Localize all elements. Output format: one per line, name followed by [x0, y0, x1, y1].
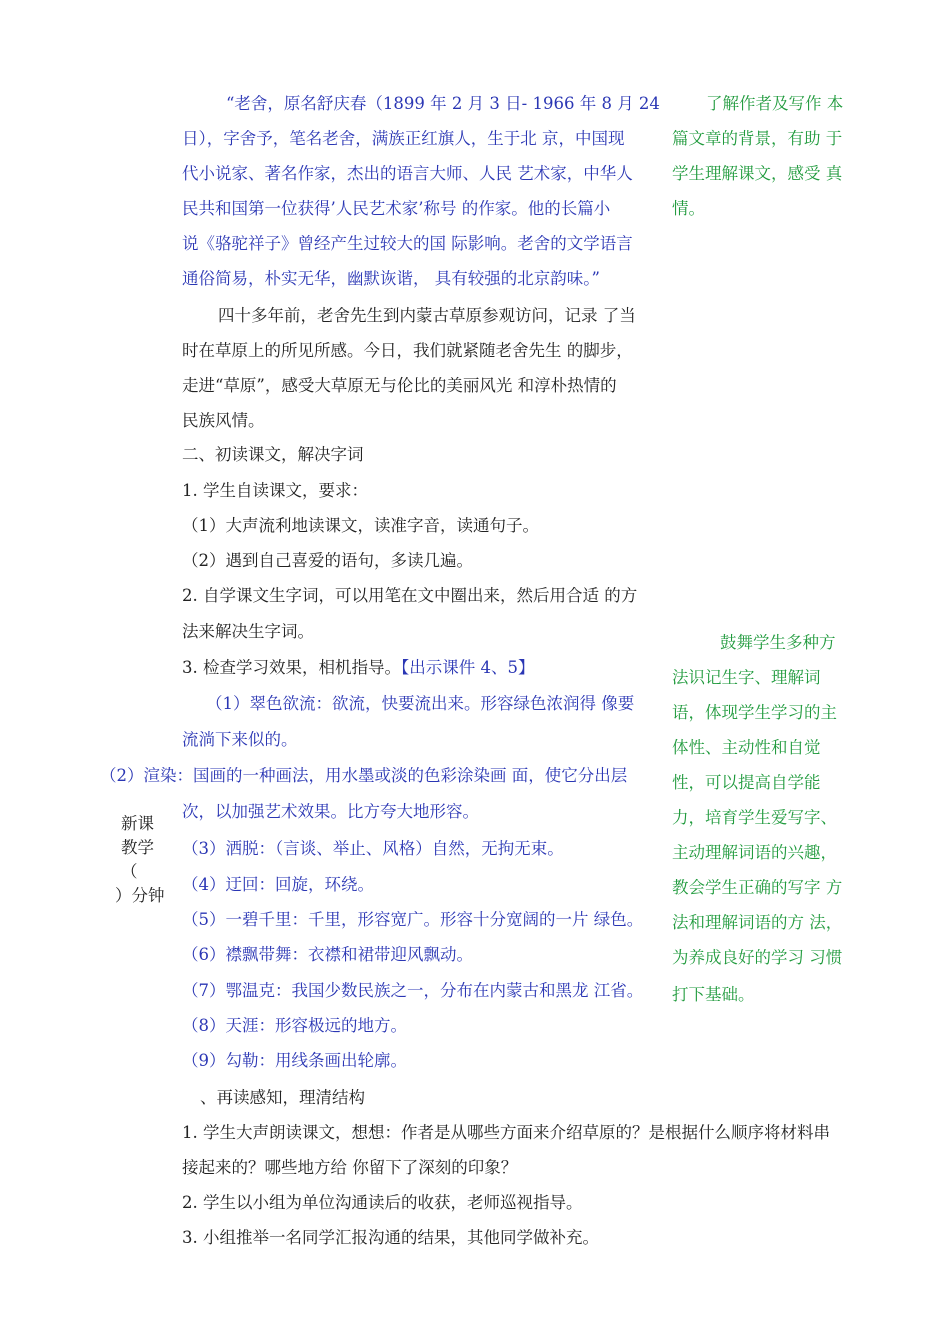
- design-note-line: 鼓舞学生多种方: [720, 633, 836, 652]
- design-note-line: 教会学生正确的写字 方: [672, 878, 843, 897]
- design-note-line: 法和理解词语的方 法，: [672, 913, 843, 932]
- vocab-item: （5）一碧千里：千里，形容宽广。形容十分宽阔的一片 绿色。: [182, 910, 644, 929]
- step-item: 法来解决生字词。: [182, 622, 314, 641]
- section-label-line: 新课: [121, 814, 154, 833]
- vocab-item: （1）翠色欲流：欲流，快要流出来。形容绿色浓润得 像要: [206, 694, 635, 713]
- section-label-line: 教学: [121, 838, 154, 857]
- design-note-line: 语，体现学生学习的主: [672, 703, 837, 722]
- step-subitem: （2）遇到自己喜爱的语句，多读几遍。: [182, 551, 473, 570]
- design-note-line: 情。: [672, 199, 705, 218]
- intro-paragraph-line: 时在草原上的所见所感。今日，我们就紧随老舍先生 的脚步，: [182, 341, 633, 360]
- intro-quote-line: 代小说家、著名作家，杰出的语言大师、人民 艺术家，中华人: [182, 164, 633, 183]
- design-note-line: 篇文章的背景，有助 于: [672, 129, 843, 148]
- step-item: 3. 小组推举一名同学汇报沟通的结果，其他同学做补充。: [182, 1228, 599, 1247]
- design-note-line: 打下基础。: [672, 985, 755, 1004]
- section-heading: 、再读感知，理清结构: [200, 1088, 365, 1107]
- step-item: [182, 656, 535, 680]
- vocab-item: （7）鄂温克：我国少数民族之一，分布在内蒙古和黑龙 江省。: [182, 981, 644, 1000]
- vocab-item: （8）天涯：形容极远的地方。: [182, 1016, 407, 1035]
- vocab-item: （3）洒脱：（言谈、举止、风格）自然，无拘无束。: [182, 839, 564, 858]
- section-heading: 二、初读课文，解决字词: [182, 445, 364, 464]
- intro-quote-line: 民共和国第一位获得’人民艺术家’称号 的作家。他的长篇小: [182, 199, 611, 218]
- design-note-line: 了解作者及写作 本: [706, 94, 844, 113]
- step-item: 1. 学生自读课文，要求：: [182, 481, 368, 500]
- intro-quote-line: 说《骆驼祥子》曾经产生过较大的国 际影响。老舍的文学语言: [182, 234, 633, 253]
- step-item: 1. 学生大声朗读课文，想想：作者是从哪些方面来介绍草原的？是根据什么顺序将材料串: [182, 1123, 830, 1142]
- courseware-reference: 【出示课件 4、5】: [401, 658, 535, 677]
- intro-quote-line: “老舍，原名舒庆春（1899 年 2 月 3 日- 1966 年 8 月 24: [226, 94, 660, 113]
- vocab-item: （9）勾勒：用线条画出轮廓。: [182, 1051, 407, 1070]
- design-note-line: 体性、主动性和自觉: [672, 738, 821, 757]
- design-note-line: 性，可以提高自学能: [672, 773, 821, 792]
- intro-quote-line: 通俗简易，朴实无华，幽默诙谐， 具有较强的北京韵味。”: [182, 269, 600, 288]
- vocab-item: （2）渲染：国画的一种画法，用水墨或淡的色彩涂染画 面，使它分出层: [100, 766, 628, 785]
- vocab-item: （4）迂回：回旋，环绕。: [182, 875, 374, 894]
- step-item: 接起来的？哪些地方给 你留下了深刻的印象？: [182, 1158, 518, 1177]
- step-text: 3. 检查学习效果，相机指导。: [182, 658, 401, 677]
- section-label-line: ）分钟: [115, 886, 165, 905]
- step-item: 2. 学生以小组为单位沟通读后的收获，老师巡视指导。: [182, 1193, 583, 1212]
- design-note-line: 学生理解课文，感受 真: [672, 164, 843, 183]
- design-note-line: 主动理解词语的兴趣，: [672, 843, 837, 862]
- intro-paragraph-line: 四十多年前，老舍先生到内蒙古草原参观访问，记录 了当: [218, 306, 636, 325]
- design-note-line: 力，培育学生爱写字、: [672, 808, 837, 827]
- vocab-item: 次，以加强艺术效果。比方夸大地形容。: [182, 802, 479, 821]
- design-note-line: 法识记生字、理解词: [672, 668, 821, 687]
- intro-paragraph-line: 民族风情。: [182, 411, 265, 430]
- section-label-line: （: [121, 862, 138, 881]
- step-item: 2. 自学课文生字词，可以用笔在文中圈出来，然后用合适 的方: [182, 586, 638, 605]
- vocab-item: （6）襟飘带舞：衣襟和裙带迎风飘动。: [182, 945, 473, 964]
- intro-paragraph-line: 走进“草原”，感受大草原无与伦比的美丽风光 和淳朴热情的: [182, 376, 617, 395]
- intro-quote-line: 日），字舍予，笔名老舍，满族正红旗人，生于北 京，中国现: [182, 129, 625, 148]
- design-note-line: 为养成良好的学习 习惯: [672, 948, 843, 967]
- vocab-item: 流淌下来似的。: [182, 730, 298, 749]
- step-subitem: （1）大声流利地读课文，读准字音，读通句子。: [182, 516, 539, 535]
